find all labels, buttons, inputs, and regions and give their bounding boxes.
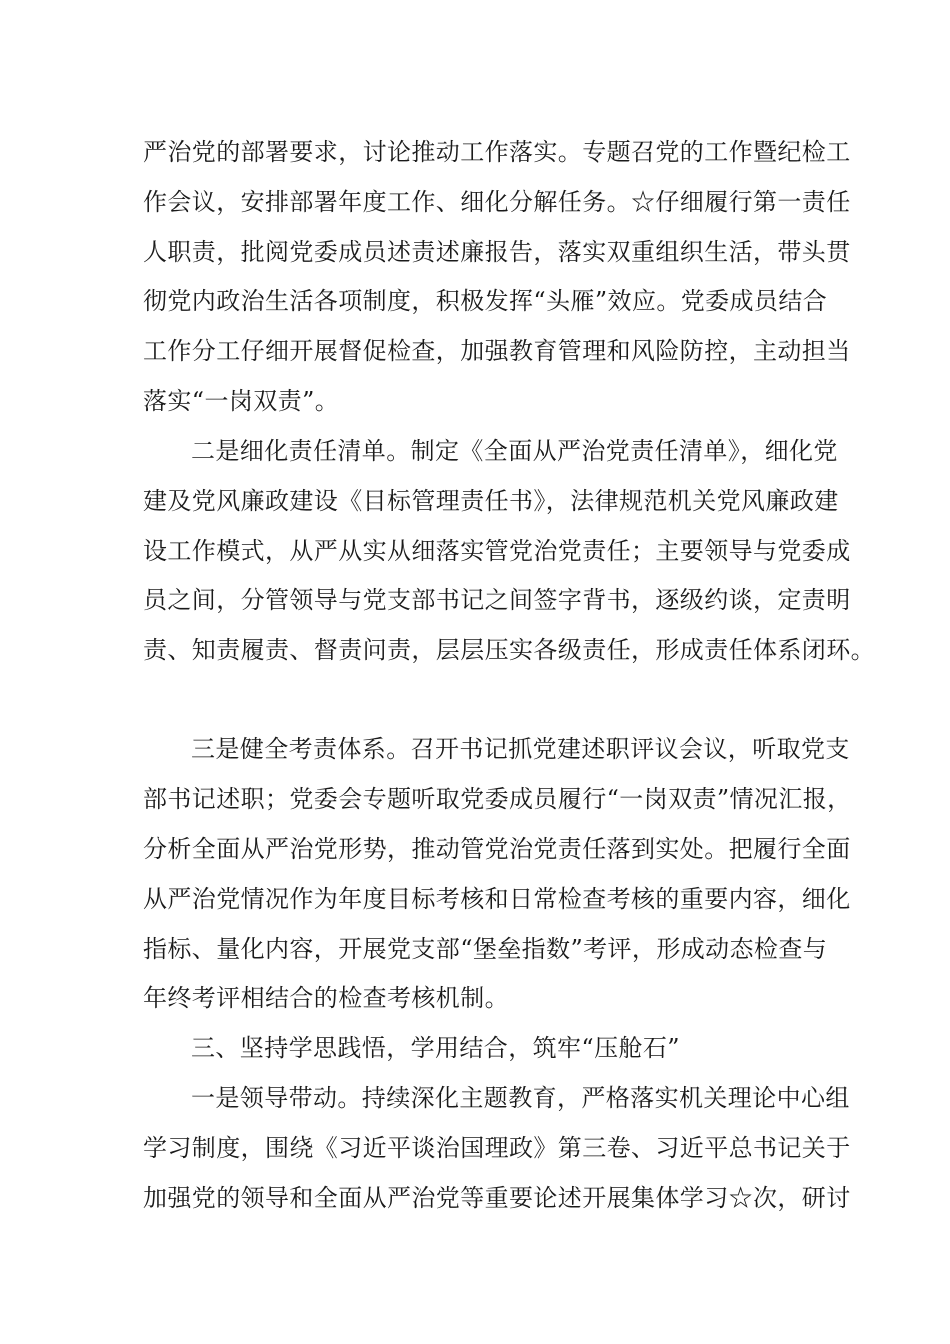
text-line-9: 设工作模式，从严从实从细落实管党治党责任；主要领导与党委成	[143, 537, 851, 565]
text-line-8: 建及党风廉政建设《目标管理责任书》，法律规范机关党风廉政建	[143, 487, 839, 515]
text-line-17: 年终考评相结合的检查考核机制。	[143, 984, 509, 1012]
section-heading: 三、坚持学思践悟，学用结合，筑牢“压舱石”	[191, 1034, 680, 1062]
text-line-1: 严治党的部署要求，讨论推动工作落实。专题召党的工作暨纪检工	[143, 138, 851, 166]
text-line-20: 学习制度，围绕《习近平谈治国理政》第三卷、习近平总书记关于	[143, 1134, 851, 1162]
text-line-3: 人职责，批阅党委成员述责述廉报告，落实双重组织生活，带头贯	[143, 238, 851, 266]
text-line-12: 三是健全考责体系。召开书记抓党建述职评议会议，听取党支	[191, 735, 850, 763]
text-line-10: 员之间，分管领导与党支部书记之间签字背书，逐级约谈，定责明	[143, 586, 851, 614]
text-line-14: 分析全面从严治党形势，推动管党治党责任落到实处。把履行全面	[143, 835, 851, 863]
text-line-11: 责、知责履责、督责问责，层层压实各级责任，形成责任体系闭环。	[143, 636, 875, 664]
text-line-16: 指标、量化内容，开展党支部“堡垒指数”考评，形成动态检查与	[143, 935, 828, 963]
text-line-13: 部书记述职；党委会专题听取党委成员履行“一岗双责”情况汇报，	[143, 785, 852, 813]
text-line-7: 二是细化责任清单。制定《全面从严治党责任清单》，细化党	[191, 437, 838, 465]
text-line-6: 落实“一岗双责”。	[143, 387, 340, 415]
text-line-2: 作会议，安排部署年度工作、细化分解任务。☆仔细履行第一责任	[143, 188, 851, 216]
text-line-21: 加强党的领导和全面从严治党等重要论述开展集体学习☆次，研讨	[143, 1184, 851, 1212]
text-line-19: 一是领导带动。持续深化主题教育，严格落实机关理论中心组	[191, 1084, 850, 1112]
text-line-5: 工作分工仔细开展督促检查，加强教育管理和风险防控，主动担当	[143, 337, 851, 365]
text-line-15: 从严治党情况作为年度目标考核和日常检查考核的重要内容，细化	[143, 885, 851, 913]
text-line-4: 彻党内政治生活各项制度，积极发挥“头雁”效应。党委成员结合	[143, 287, 828, 315]
